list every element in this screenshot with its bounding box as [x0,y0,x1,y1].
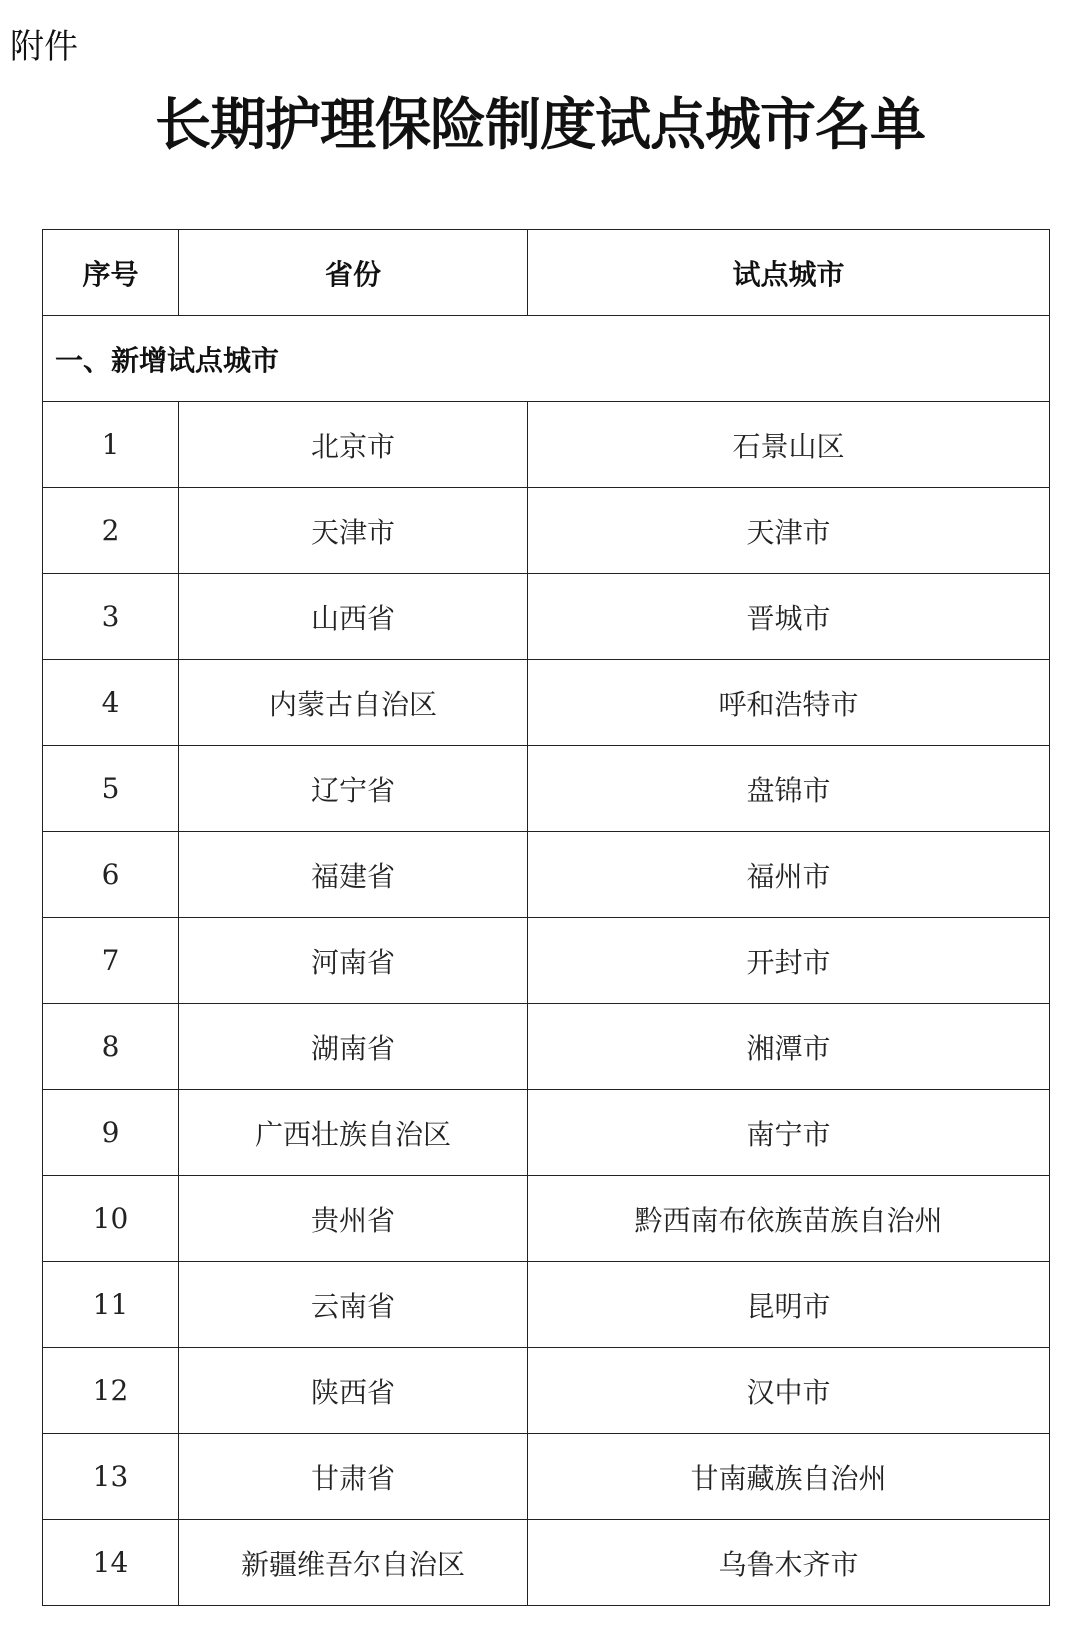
row-number: 10 [43,1176,179,1262]
row-city: 开封市 [528,918,1050,1004]
row-province: 广西壮族自治区 [179,1090,528,1176]
row-province: 北京市 [179,402,528,488]
row-number: 13 [43,1434,179,1520]
row-province: 新疆维吾尔自治区 [179,1520,528,1606]
row-city: 湘潭市 [528,1004,1050,1090]
section-title: 一、新增试点城市 [43,316,1050,402]
section-row [43,316,1050,402]
row-city: 黔西南布依族苗族自治州 [528,1176,1050,1262]
row-province: 天津市 [179,488,528,574]
table-row [43,1004,1050,1090]
table-row [43,1176,1050,1262]
pilot-city-table [42,229,1050,1606]
row-city: 呼和浩特市 [528,660,1050,746]
row-number: 2 [43,488,179,574]
row-city: 甘南藏族自治州 [528,1434,1050,1520]
row-number: 8 [43,1004,179,1090]
table-row [43,918,1050,1004]
row-province: 云南省 [179,1262,528,1348]
row-city: 昆明市 [528,1262,1050,1348]
table-header-row [43,230,1050,316]
row-city: 汉中市 [528,1348,1050,1434]
row-province: 福建省 [179,832,528,918]
row-province: 河南省 [179,918,528,1004]
document-title: 长期护理保险制度试点城市名单 [155,93,925,158]
attachment-label: 附件 [10,27,78,67]
header-number: 序号 [43,230,179,316]
row-number: 4 [43,660,179,746]
table-row [43,1090,1050,1176]
row-city: 晋城市 [528,574,1050,660]
row-number: 11 [43,1262,179,1348]
row-number: 14 [43,1520,179,1606]
table-row [43,574,1050,660]
row-number: 9 [43,1090,179,1176]
row-number: 12 [43,1348,179,1434]
row-province: 内蒙古自治区 [179,660,528,746]
table-row [43,1262,1050,1348]
table-row [43,660,1050,746]
row-province: 陕西省 [179,1348,528,1434]
row-city: 盘锦市 [528,746,1050,832]
row-city: 福州市 [528,832,1050,918]
table-row [43,1434,1050,1520]
row-province: 辽宁省 [179,746,528,832]
row-number: 6 [43,832,179,918]
row-province: 湖南省 [179,1004,528,1090]
table-row [43,1348,1050,1434]
row-number: 7 [43,918,179,1004]
row-number: 5 [43,746,179,832]
row-province: 贵州省 [179,1176,528,1262]
table-row [43,402,1050,488]
table-row [43,746,1050,832]
row-city: 南宁市 [528,1090,1050,1176]
table-row [43,1520,1050,1606]
table-row [43,488,1050,574]
row-province: 甘肃省 [179,1434,528,1520]
row-number: 3 [43,574,179,660]
header-city: 试点城市 [528,230,1050,316]
header-province: 省份 [179,230,528,316]
table-row [43,832,1050,918]
row-city: 石景山区 [528,402,1050,488]
row-city: 天津市 [528,488,1050,574]
row-number: 1 [43,402,179,488]
row-province: 山西省 [179,574,528,660]
row-city: 乌鲁木齐市 [528,1520,1050,1606]
